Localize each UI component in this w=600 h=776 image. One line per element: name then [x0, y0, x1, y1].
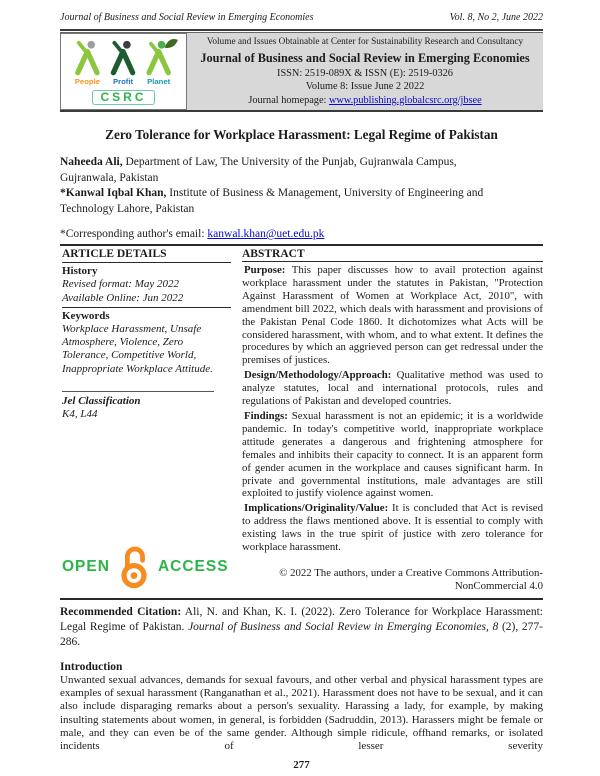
- journal-homepage-link[interactable]: www.publishing.globalcsrc.org/jbsee: [328, 95, 482, 106]
- journal-title: Journal of Business and Social Review in Emerging Economies: [200, 50, 530, 65]
- citation-top-rule: [60, 598, 543, 600]
- citation-journal-italic: Journal of Business and Social Review in Emerging Economies, 8: [188, 620, 499, 633]
- open-access-logo: [62, 544, 231, 594]
- journal-homepage-line: [191, 94, 539, 107]
- abstract-column: [242, 246, 543, 594]
- author-line: [60, 186, 543, 202]
- history-label: History: [62, 265, 98, 278]
- abstract-findings-label: Findings:: [244, 409, 288, 422]
- abstract-findings: Findings: Sexual harassment is not an epidemic; it is a worldwide pandemic. In today's competitive world, inappropriate workplace attitude generates a dangerous and frightening atmosphere for females and inhibits their capacity to connect. It is an apparent form of gender acumen in the workplace and causes significant harm. In private and governmental institutions, male advantages are still exploited to justify violence against women.: [242, 409, 543, 500]
- corresponding-label: *Corresponding author's email:: [60, 228, 208, 240]
- history-section: [62, 263, 231, 308]
- keywords-label: Keywords: [62, 309, 110, 322]
- logo-label-planet: Planet: [146, 77, 170, 87]
- csrc-people-profit-planet-icon: [69, 38, 179, 90]
- history-available-online: Available Online: Jun 2022: [62, 291, 184, 304]
- abstract-methodology: Design/Methodology/Approach: Qualitative method was used to analyze statutes, local and international protocols, rules and regulations of Pakistan and developed countries.: [242, 369, 543, 408]
- recommended-citation: Recommended Citation: Ali, N. and Khan, K. I. (2022). Zero Tolerance for Workplace Harassment: Legal Regime of Pakistan. Journal of Business and Social Review in Emerging Economies, 8 (2), 277-286.: [60, 605, 543, 648]
- introduction-heading: Introduction: [60, 660, 123, 673]
- csrc-wordmark: CSRC: [92, 90, 154, 105]
- journal-header-box: [60, 32, 543, 112]
- keywords-text: Workplace Harassment, Unsafe Atmosphere, Violence, Zero Tolerance, Competitive World, Inappropriate Workplace Attitude.: [62, 323, 213, 375]
- abstract-header: ABSTRACT: [242, 246, 543, 262]
- header-top-rule: [60, 29, 543, 31]
- abstract-purpose-label: Purpose:: [244, 264, 286, 276]
- author-affiliation: Department of Law, The University of the Punjab, Gujranwala Campus,: [122, 156, 457, 168]
- open-access-word-access: ACCESS: [157, 558, 229, 576]
- copyright-line-1: © 2022 The authors, under a Creative Commons Attribution-: [279, 566, 543, 579]
- masthead: [60, 12, 543, 23]
- author-block: [60, 155, 543, 217]
- details-abstract-table: [60, 246, 543, 594]
- volume-issue-line: Volume 8: Issue June 2 2022: [305, 81, 425, 93]
- jel-label: Jel Classification: [62, 394, 141, 407]
- open-access-word-open: OPEN: [62, 558, 110, 576]
- author-line: [60, 155, 543, 171]
- author-affiliation: Institute of Business & Management, University of Engineering and: [166, 187, 484, 199]
- author-line: Gujranwala, Pakistan: [60, 171, 159, 184]
- page-number: 277: [293, 759, 310, 772]
- article-title: Zero Tolerance for Workplace Harassment: Legal Regime of Pakistan: [105, 127, 498, 142]
- abstract-implications: Implications/Originality/Value: It is concluded that Act is revised to address the flaws mentioned above. It is essential to comply with existing laws in the true spirit of justice with zero tolerance for workplace harassment.: [242, 502, 543, 554]
- history-revised: Revised format: May 2022: [62, 278, 179, 291]
- logo-label-profit: Profit: [112, 77, 133, 87]
- masthead-journal-name: Journal of Business and Social Review in Emerging Economies: [60, 12, 314, 23]
- journal-info-panel: [187, 33, 543, 110]
- article-details-header: ARTICLE DETAILS: [62, 246, 231, 263]
- recommended-citation-label: Recommended Citation:: [60, 605, 182, 618]
- open-lock-icon: [115, 544, 153, 590]
- masthead-volume-info: Vol. 8, No 2, June 2022: [449, 12, 543, 23]
- logo-label-people: People: [74, 77, 100, 87]
- copyright-notice: [242, 567, 543, 594]
- csrc-logo: [60, 33, 187, 110]
- author-name: Naheeda Ali,: [60, 156, 123, 168]
- article-details-column: [60, 246, 231, 594]
- abstract-implications-label: Implications/Originality/Value:: [244, 502, 389, 515]
- corresponding-email-link[interactable]: kanwal.khan@uet.edu.pk: [207, 228, 325, 240]
- corresponding-author-line: [60, 228, 543, 240]
- abstract-methodology-label: Design/Methodology/Approach:: [244, 369, 392, 382]
- homepage-label: Journal homepage:: [248, 95, 329, 106]
- jel-codes: K4, L44: [62, 408, 98, 421]
- author-name: *Kanwal Iqbal Khan,: [60, 187, 167, 199]
- abstract-purpose: Purpose: This paper discusses how to avail protection against workplace harassment under the statutes in Pakistan, "Protection Against Harassment of Women at Workplace Act, 2010", with amendment bill 2022, which deals with harassment and provisions of the Pakistan Penal Code 1860. It dichotomizes what Acts will be considered harassment, with whom, and to what extent. It defines the procedures by which an aggrieved person can get redressal under the premises of justices.: [242, 264, 543, 367]
- issn-line: ISSN: 2519-089X & ISSN (E): 2519-0326: [277, 67, 453, 79]
- jel-separator: [62, 391, 214, 392]
- introduction-paragraph: Unwanted sexual advances, demands for sexual favours, and other verbal and physical harassment types are examples of sexual harassment (Ranganathan et al., 2021). Harassment does not have to be sexual, and it can also include disparaging remarks about a person's sexuality. Harassing a lady, for example, by making insulting statements about women, in general, is forbidden (Sadruddin, 2013). Harassers might be female or male, and they can even be of the same gender. Although simple ridicule, offhand remarks, or isolated incidents of lesser severity: [60, 673, 543, 752]
- copyright-line-2: NonCommercial 4.0: [454, 580, 543, 593]
- author-line: Technology Lahore, Pakistan: [60, 202, 195, 215]
- obtainable-line: Volume and Issues Obtainable at Center for Sustainability Research and Consultancy: [206, 37, 524, 47]
